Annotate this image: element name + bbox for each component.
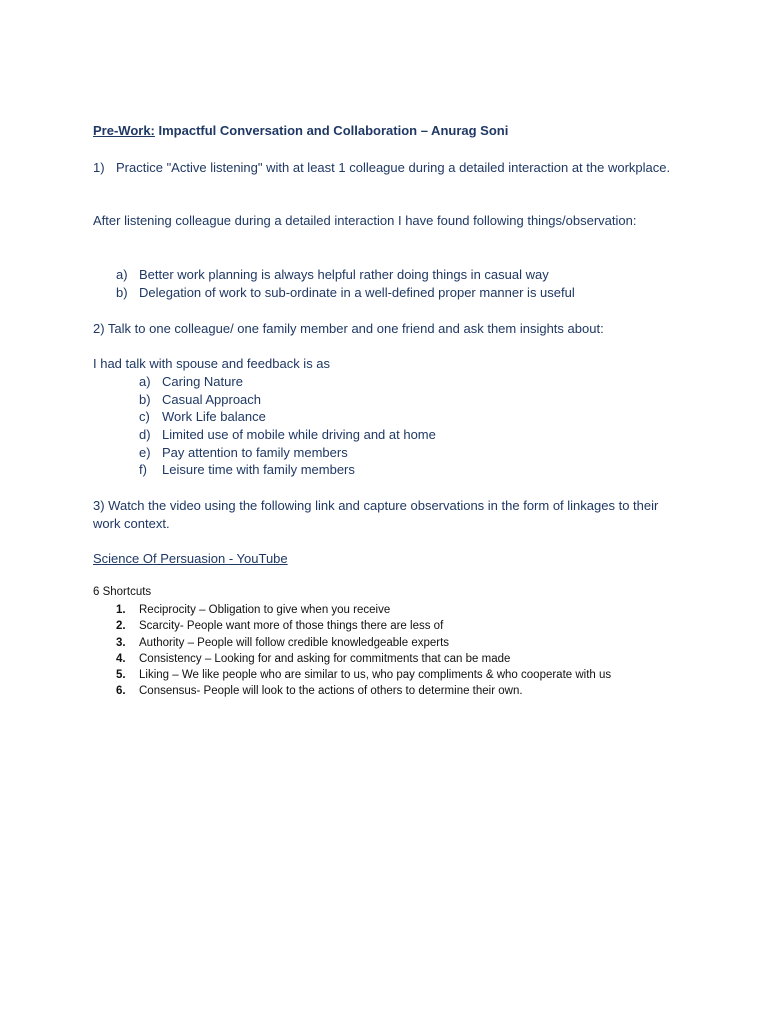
question-1: [93, 159, 673, 177]
question-1-number: 1): [93, 160, 105, 175]
list-item-text: Caring Nature: [162, 374, 243, 389]
observation-intro: After listening colleague during a detailed interaction I have found following things/observation:: [93, 213, 637, 228]
list-item-text: Delegation of work to sub-ordinate in a well-defined proper manner is useful: [139, 285, 575, 300]
list-item: [116, 667, 676, 683]
list-item-number: 5.: [116, 669, 126, 682]
list-item-label: c): [139, 409, 150, 425]
question-2: 2) Talk to one colleague/ one family member and one friend and ask them insights about:: [93, 321, 604, 336]
list-item-text: Work Life balance: [162, 409, 266, 425]
list-item-number: 3.: [116, 636, 126, 649]
list-item-label: a): [116, 267, 128, 282]
list-item-text: Reciprocity – Obligation to give when you receive: [139, 604, 391, 616]
spouse-intro: I had talk with spouse and feedback is as: [93, 356, 331, 371]
list-item-label: b): [139, 391, 151, 407]
list-item-text: Leisure time with family members: [162, 462, 355, 478]
list-item-number: 4.: [116, 652, 126, 665]
list-item-text: Scarcity- People want more of those things there are less of: [139, 620, 444, 633]
list-item-number: 2.: [116, 620, 126, 633]
list-item: [116, 651, 676, 667]
list-item-text: Limited use of mobile while driving and at home: [162, 427, 436, 443]
list-item: [116, 618, 676, 634]
list-item-text: Better work planning is always helpful rather doing things in casual way: [139, 267, 549, 282]
list-item-label: e): [139, 444, 151, 460]
list-item-text: Pay attention to family members: [162, 444, 348, 460]
list-item: [116, 635, 676, 651]
list-item-label: d): [139, 427, 151, 443]
list-item-label: f): [139, 462, 147, 478]
shortcuts-title: 6 Shortcuts: [93, 586, 152, 598]
list-item-text: Consistency – Looking for and asking for commitments that can be made: [139, 652, 511, 665]
question-3: 3) Watch the video using the following link and capture observations in the form of linkages to their work context.: [93, 498, 659, 531]
list-item-number: 6.: [116, 685, 126, 698]
title-text: Impactful Conversation and Collaboration – Anurag Soni: [154, 123, 509, 138]
list-item-text: Consensus- People will look to the actions of others to determine their own.: [139, 685, 523, 698]
list-item-number: 1.: [116, 604, 126, 616]
video-link[interactable]: Science Of Persuasion - YouTube: [93, 551, 288, 566]
list-item: [116, 683, 676, 699]
list-item-label: b): [116, 285, 128, 300]
list-item-text: Casual Approach: [162, 391, 262, 407]
shortcuts-list: [116, 602, 676, 700]
list-item-label: a): [139, 374, 151, 389]
list-item: [116, 602, 676, 618]
document-title: [93, 123, 508, 138]
list-item-text: Authority – People will follow credible knowledgeable experts: [139, 636, 450, 649]
title-prefix: Pre-Work:: [93, 123, 155, 138]
question-1-text: Practice "Active listening" with at least 1 colleague during a detailed interaction at the workplace.: [116, 160, 671, 175]
list-item-text: Liking – We like people who are similar to us, who pay compliments & who cooperate with us: [139, 669, 612, 682]
